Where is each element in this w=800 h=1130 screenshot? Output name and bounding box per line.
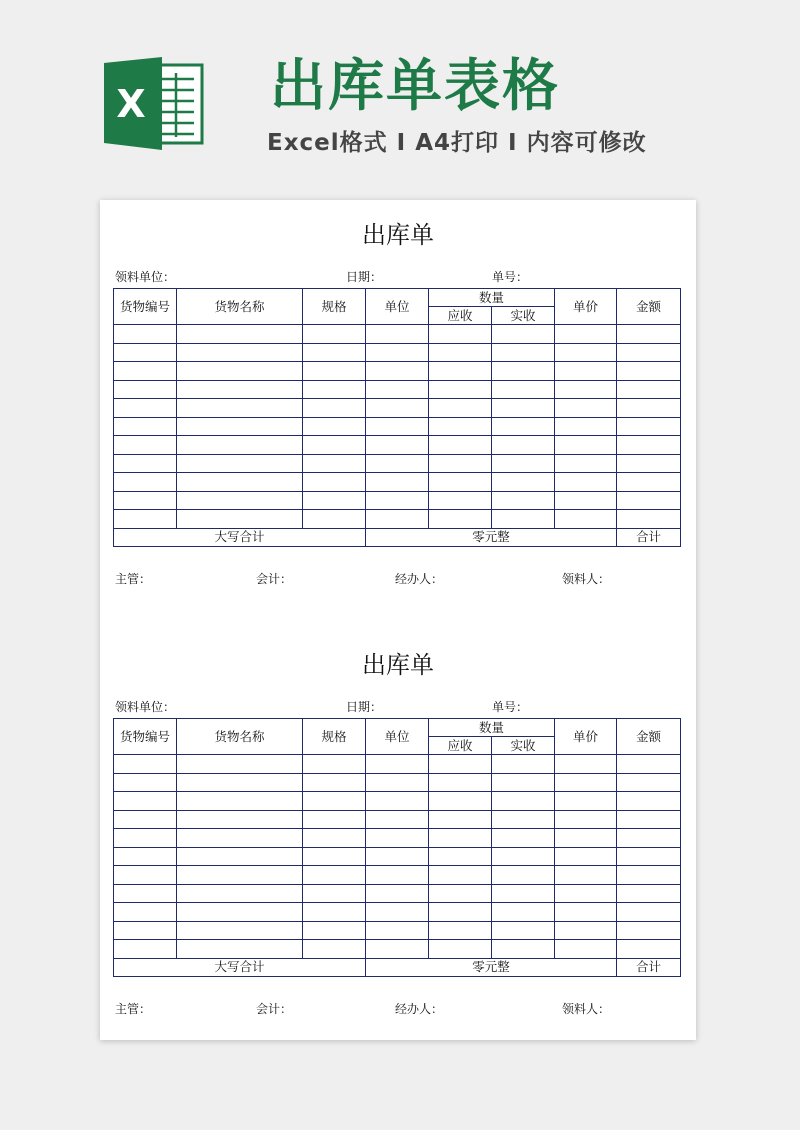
col-header-unit: 单位 bbox=[366, 289, 429, 325]
total-caps-label: 大写合计 bbox=[114, 958, 366, 976]
col-header-amount: 金额 bbox=[617, 289, 681, 325]
col-header-code: 货物编号 bbox=[114, 289, 177, 325]
goods-table bbox=[113, 718, 681, 977]
table-row bbox=[114, 399, 681, 418]
col-header-price: 单价 bbox=[555, 719, 617, 755]
total-sum-label: 合计 bbox=[617, 958, 681, 976]
goods-table bbox=[113, 288, 681, 547]
table-row bbox=[114, 866, 681, 885]
document-sheet bbox=[100, 200, 696, 1040]
col-header-actual: 实收 bbox=[492, 307, 555, 325]
col-header-spec: 规格 bbox=[303, 719, 366, 755]
col-header-actual: 实收 bbox=[492, 737, 555, 755]
col-header-qty: 数量 bbox=[429, 289, 555, 307]
excel-logo-icon bbox=[104, 57, 204, 150]
sig-supervisor: 主管： bbox=[115, 572, 152, 586]
sig-supervisor: 主管： bbox=[115, 1002, 152, 1016]
table-row bbox=[114, 417, 681, 436]
sig-receiver: 领料人： bbox=[562, 572, 611, 586]
table-row bbox=[114, 755, 681, 774]
table-row bbox=[114, 884, 681, 903]
table-row bbox=[114, 792, 681, 811]
table-row bbox=[114, 810, 681, 829]
col-header-qty: 数量 bbox=[429, 719, 555, 737]
col-header-name: 货物名称 bbox=[177, 289, 303, 325]
table-row bbox=[114, 829, 681, 848]
logo-letter: X bbox=[116, 82, 146, 126]
table-row bbox=[114, 325, 681, 344]
label-number: 单号： bbox=[492, 700, 529, 714]
table-row bbox=[114, 362, 681, 381]
table-row bbox=[114, 491, 681, 510]
label-date: 日期： bbox=[346, 700, 383, 714]
col-header-spec: 规格 bbox=[303, 289, 366, 325]
col-header-unit: 单位 bbox=[366, 719, 429, 755]
table-row bbox=[114, 903, 681, 922]
total-row bbox=[114, 528, 681, 546]
table-row bbox=[114, 343, 681, 362]
col-header-due: 应收 bbox=[429, 307, 492, 325]
form-title: 出库单 bbox=[362, 221, 434, 249]
label-unit: 领料单位： bbox=[115, 700, 176, 714]
table-row bbox=[114, 847, 681, 866]
sig-handler: 经办人： bbox=[395, 1002, 444, 1016]
col-header-price: 单价 bbox=[555, 289, 617, 325]
col-header-code: 货物编号 bbox=[114, 719, 177, 755]
col-header-amount: 金额 bbox=[617, 719, 681, 755]
table-row bbox=[114, 921, 681, 940]
label-date: 日期： bbox=[346, 270, 383, 284]
col-header-name: 货物名称 bbox=[177, 719, 303, 755]
label-unit: 领料单位： bbox=[115, 270, 176, 284]
table-row bbox=[114, 510, 681, 529]
total-row bbox=[114, 958, 681, 976]
col-header-due: 应收 bbox=[429, 737, 492, 755]
page-title: 出库单表格 bbox=[270, 54, 560, 119]
table-row bbox=[114, 773, 681, 792]
table-row bbox=[114, 940, 681, 959]
form-title: 出库单 bbox=[362, 651, 434, 679]
sig-receiver: 领料人： bbox=[562, 1002, 611, 1016]
total-caps-label: 大写合计 bbox=[114, 528, 366, 546]
table-row bbox=[114, 454, 681, 473]
sig-accountant: 会计： bbox=[256, 1002, 293, 1016]
sig-handler: 经办人： bbox=[395, 572, 444, 586]
table-row bbox=[114, 436, 681, 455]
total-yuan-value[interactable]: 零元整 bbox=[366, 528, 617, 546]
sig-accountant: 会计： bbox=[256, 572, 293, 586]
table-row bbox=[114, 380, 681, 399]
label-number: 单号： bbox=[492, 270, 529, 284]
total-sum-label: 合计 bbox=[617, 528, 681, 546]
total-yuan-value[interactable]: 零元整 bbox=[366, 958, 617, 976]
page-subtitle: Excel格式 I A4打印 I 内容可修改 bbox=[267, 130, 647, 156]
table-row bbox=[114, 473, 681, 492]
